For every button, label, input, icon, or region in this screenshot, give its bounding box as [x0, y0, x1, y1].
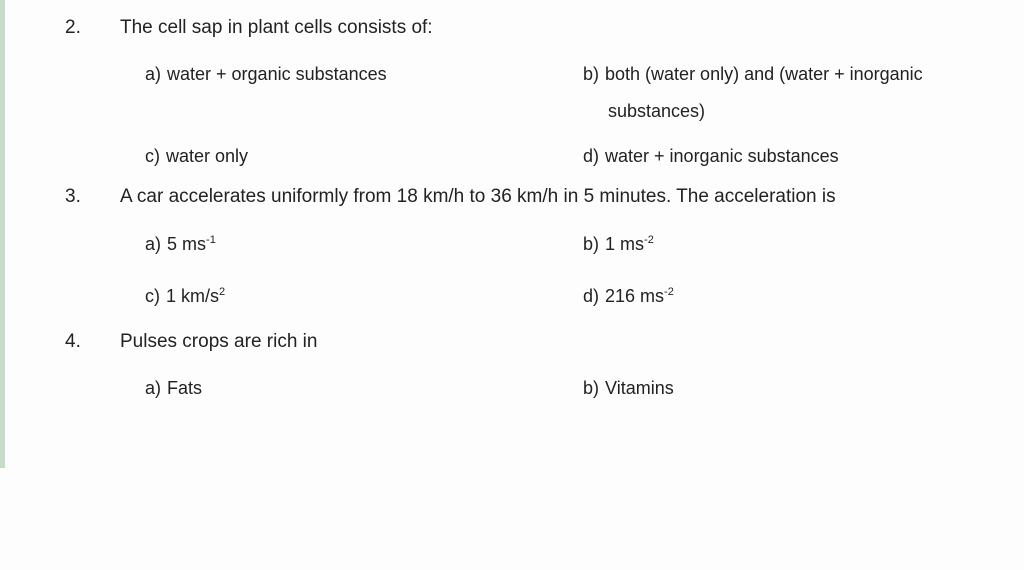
option-superscript: -2 — [644, 234, 654, 246]
option-label: d) — [583, 146, 600, 166]
option-a[interactable] — [145, 378, 202, 399]
option-d[interactable] — [583, 146, 839, 167]
option-text: 1 ms — [605, 234, 645, 254]
option-d[interactable] — [583, 286, 674, 307]
option-text: water only — [166, 146, 249, 166]
option-label: c) — [145, 146, 160, 166]
question-number: 3. — [65, 186, 81, 207]
option-b[interactable] — [583, 64, 923, 85]
option-text: 216 ms — [605, 286, 665, 306]
question-number: 2. — [65, 17, 81, 38]
option-b[interactable] — [583, 378, 674, 399]
option-superscript: -1 — [206, 234, 216, 246]
page-margin-bar — [0, 0, 5, 468]
option-label: a) — [145, 64, 162, 84]
option-text: water + inorganic substances — [605, 146, 839, 166]
option-label: d) — [583, 286, 600, 306]
option-text: 5 ms — [167, 234, 207, 254]
option-c[interactable] — [145, 286, 225, 307]
option-b[interactable] — [583, 234, 654, 255]
option-label: b) — [583, 64, 600, 84]
option-superscript: -2 — [664, 286, 674, 298]
option-b-continuation: substances) — [608, 101, 706, 121]
option-c[interactable] — [145, 146, 248, 167]
option-text: Vitamins — [605, 378, 674, 398]
question-number: 4. — [65, 331, 81, 352]
option-label: c) — [145, 286, 160, 306]
question-text: A car accelerates uniformly from 18 km/h to 36 km/h in 5 minutes. The acceleration is — [120, 186, 836, 207]
option-text: both (water only) and (water + inorganic — [605, 64, 923, 84]
option-a[interactable] — [145, 234, 216, 255]
option-a[interactable] — [145, 64, 387, 85]
option-text: water + organic substances — [167, 64, 387, 84]
option-label: b) — [583, 234, 600, 254]
question-text: Pulses crops are rich in — [120, 331, 318, 352]
option-label: a) — [145, 378, 162, 398]
option-label: a) — [145, 234, 162, 254]
option-text: 1 km/s — [166, 286, 220, 306]
option-text: Fats — [167, 378, 203, 398]
question-text: The cell sap in plant cells consists of: — [120, 17, 433, 38]
option-superscript: 2 — [219, 286, 226, 298]
option-label: b) — [583, 378, 600, 398]
